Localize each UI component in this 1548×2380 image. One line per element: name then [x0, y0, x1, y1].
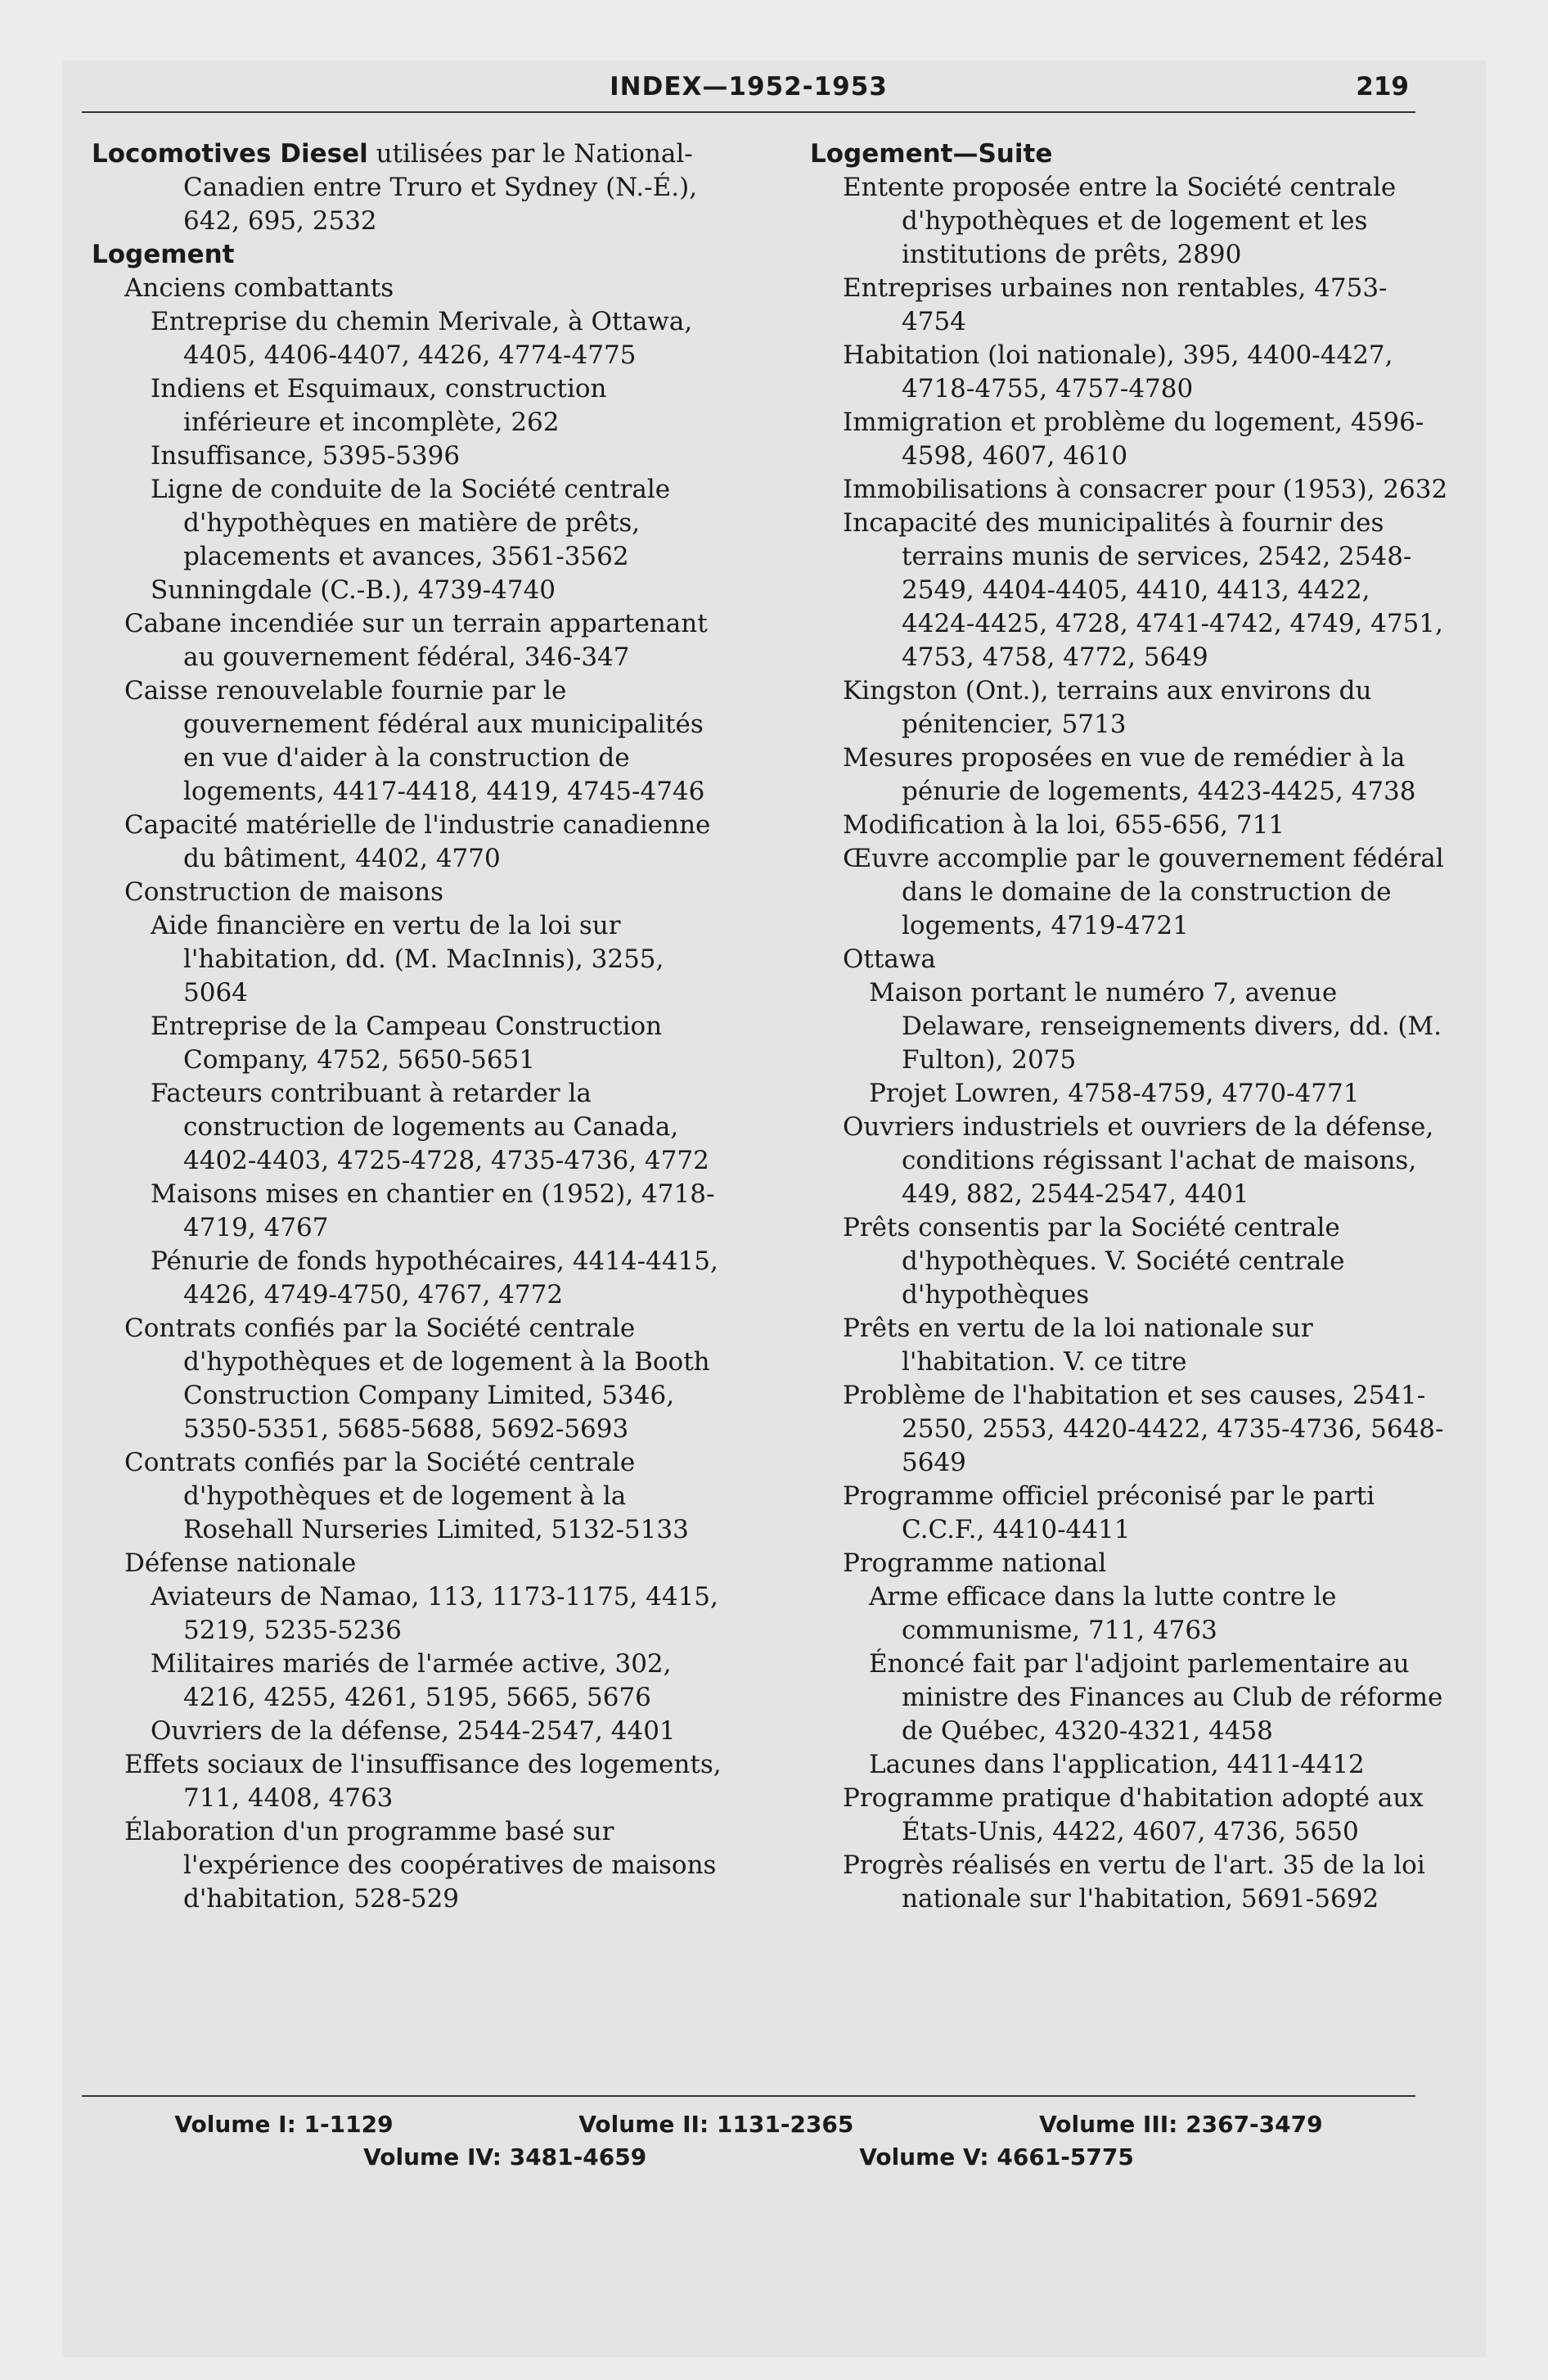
index-entry-text: Pénurie de fonds hypothécaires, 4414-4415, 4426, 4749-4750, 4767, 4772 — [151, 1246, 718, 1309]
index-entry — [92, 876, 730, 909]
index-entry — [92, 809, 730, 876]
index-entry-text: Indiens et Esquimaux, construction inférieure et incomplète, 262 — [151, 374, 607, 437]
index-entry-text: Construction de maisons — [124, 877, 443, 907]
index-entry — [92, 372, 730, 439]
index-heading-rest: utilisées par le National-Canadien entre Truro et Sydney (N.-É.), 642, 695, 2532 — [183, 139, 698, 236]
index-entry-text: Entreprise du chemin Merivale, à Ottawa, 4405, 4406-4407, 4426, 4774-4775 — [151, 307, 693, 370]
volume-2: Volume II: 1131-2365 — [578, 2111, 854, 2138]
index-entry-text: Prêts en vertu de la loi nationale sur l'habitation. V. ce titre — [843, 1314, 1313, 1377]
index-entry-text: Problème de l'habitation et ses causes, 2541-2550, 2553, 4420-4422, 4735-4736, 5648-5649 — [843, 1381, 1444, 1477]
index-entry — [810, 741, 1448, 809]
index-entry-text: Lacunes dans l'application, 4411-4412 — [869, 1750, 1365, 1779]
index-entry-text: Entreprises urbaines non rentables, 4753-4754 — [843, 273, 1388, 336]
index-entry — [810, 1379, 1448, 1480]
index-entry — [92, 1580, 730, 1648]
index-entry — [92, 574, 730, 607]
index-entry-text: Caisse renouvelable fournie par le gouvernement fédéral aux municipalités en vue d'aider à la construction de logements, 4417-4418, 4419, 4745-4746 — [124, 676, 705, 806]
index-entry-text: Kingston (Ont.), terrains aux environs du pénitencier, 5713 — [843, 676, 1372, 739]
index-entry-text: Entreprise de la Campeau Construction Company, 4752, 5650-5651 — [151, 1012, 663, 1075]
index-entry — [810, 1312, 1448, 1379]
index-entry-text: Progrès réalisés en vertu de l'art. 35 de la loi nationale sur l'habitation, 5691-5692 — [843, 1850, 1425, 1913]
index-entry — [810, 1782, 1448, 1849]
page-number: 219 — [1356, 72, 1409, 101]
index-entry — [810, 943, 1448, 976]
index-entry — [810, 406, 1448, 473]
index-entry-text: Anciens combattants — [124, 273, 394, 303]
volume-5: Volume V: 4661-5775 — [859, 2143, 1134, 2170]
index-entry — [810, 507, 1448, 674]
index-heading: Logement — [92, 240, 235, 269]
index-entry-text: Incapacité des municipalités à fournir des terrains munis de services, 2542, 2548-2549, 4404-4405, 4410, 4413, 4422, 4424-4425, 4728, 4741-4742, 4749, 4751, 4753, 4758, 4772, 5649 — [843, 508, 1443, 672]
index-entry — [92, 1748, 730, 1815]
index-entry — [92, 1178, 730, 1245]
index-entry-text: Programme officiel préconisé par le parti C.C.F., 4410-4411 — [843, 1481, 1375, 1544]
right-column — [810, 137, 1448, 1916]
index-entry — [810, 976, 1448, 1077]
index-entry — [810, 1111, 1448, 1211]
index-entry — [810, 272, 1448, 339]
index-entry-text: Contrats confiés par la Société centrale d'hypothèques et de logement à la Rosehall Nurseries Limited, 5132-5133 — [124, 1448, 689, 1544]
index-entry — [92, 1547, 730, 1580]
index-entry-text: Programme national — [843, 1548, 1107, 1578]
index-entry-text: Immobilisations à consacrer pour (1953), 2632 — [843, 475, 1448, 504]
index-entry — [92, 1077, 730, 1178]
index-entry — [810, 1480, 1448, 1547]
volume-3: Volume III: 2367-3479 — [1039, 2111, 1323, 2138]
index-entry-text: Immigration et problème du logement, 4596-4598, 4607, 4610 — [843, 408, 1424, 471]
index-entry-text: Maisons mises en chantier en (1952), 4718-4719, 4767 — [151, 1179, 715, 1242]
index-entry — [92, 1245, 730, 1312]
index-entry-text: Ouvriers de la défense, 2544-2547, 4401 — [151, 1716, 676, 1746]
index-entry — [92, 1312, 730, 1446]
index-title: INDEX—1952-1953 — [610, 72, 888, 101]
index-entry — [92, 674, 730, 809]
index-entry — [810, 1211, 1448, 1312]
index-entry-text: Prêts consentis par la Société centrale d'hypothèques. V. Société centrale d'hypothèques — [843, 1213, 1345, 1309]
index-entry-text: Énoncé fait par l'adjoint parlementaire au ministre des Finances au Club de réforme de Québec, 4320-4321, 4458 — [869, 1649, 1443, 1746]
index-entry-text: Défense nationale — [124, 1548, 357, 1578]
index-entry — [810, 339, 1448, 406]
index-entry-text: Œuvre accomplie par le gouvernement fédéral dans le domaine de la construction de logements, 4719-4721 — [843, 844, 1444, 940]
index-entry — [810, 1547, 1448, 1580]
index-entry-text: Insuffisance, 5395-5396 — [151, 441, 461, 471]
index-entry-text: Facteurs contribuant à retarder la construction de logements au Canada, 4402-4403, 4725-4728, 4735-4736, 4772 — [151, 1079, 709, 1175]
index-entry-text: Effets sociaux de l'insuffisance des logements, 711, 4408, 4763 — [124, 1750, 722, 1813]
index-entry-text: Sunningdale (C.-B.), 4739-4740 — [151, 575, 556, 605]
index-entry — [92, 305, 730, 372]
index-entry — [92, 1446, 730, 1547]
index-entry — [810, 1748, 1448, 1782]
index-entry-text: Élaboration d'un programme basé sur l'expérience des coopératives de maisons d'habitation, 528-529 — [124, 1817, 717, 1913]
page-header — [82, 65, 1415, 113]
index-entry-text: Aide financière en vertu de la loi sur l'habitation, dd. (M. MacInnis), 3255, 5064 — [151, 911, 664, 1007]
index-heading: Logement—Suite — [810, 139, 1053, 169]
index-entry — [810, 809, 1448, 842]
index-entry-text — [810, 137, 1448, 171]
index-entry-text — [92, 238, 730, 272]
index-entry-text: Habitation (loi nationale), 395, 4400-4427, 4718-4755, 4757-4780 — [843, 340, 1393, 403]
index-entry-text: Ligne de conduite de la Société centrale d'hypothèques en matière de prêts, placements et avances, 3561-3562 — [151, 475, 671, 571]
index-entry-text: Ouvriers industriels et ouvriers de la défense, conditions régissant l'achat de maisons, 449, 882, 2544-2547, 4401 — [843, 1112, 1434, 1209]
index-entry-text: Cabane incendiée sur un terrain appartenant au gouvernement fédéral, 346-347 — [124, 609, 708, 672]
index-entry-text: Programme pratique d'habitation adopté aux États-Unis, 4422, 4607, 4736, 5650 — [843, 1783, 1424, 1846]
index-entry-text: Militaires mariés de l'armée active, 302, 4216, 4255, 4261, 5195, 5665, 5676 — [151, 1649, 672, 1712]
index-entry — [810, 171, 1448, 272]
index-entry — [810, 1580, 1448, 1648]
index-entry-text: Entente proposée entre la Société centrale d'hypothèques et de logement et les institutions de prêts, 2890 — [843, 173, 1397, 269]
index-entry-text: Aviateurs de Namao, 113, 1173-1175, 4415, 5219, 5235-5236 — [151, 1582, 718, 1645]
index-entry — [92, 909, 730, 1010]
volume-4: Volume IV: 3481-4659 — [363, 2143, 647, 2170]
index-entry — [92, 1648, 730, 1715]
left-column — [92, 137, 730, 1916]
index-entry — [92, 272, 730, 305]
index-entry-text: Projet Lowren, 4758-4759, 4770-4771 — [869, 1079, 1360, 1108]
volume-1: Volume I: 1-1129 — [174, 2111, 394, 2138]
index-entry-text: Modification à la loi, 655-656, 711 — [843, 810, 1285, 840]
index-entry — [92, 473, 730, 574]
index-entry — [810, 674, 1448, 741]
index-entry-text: Capacité matérielle de l'industrie canadienne du bâtiment, 4402, 4770 — [124, 810, 711, 873]
index-entry — [810, 1849, 1448, 1916]
index-entry-text: Maison portant le numéro 7, avenue Delaware, renseignements divers, dd. (M. Fulton), 2075 — [869, 978, 1442, 1075]
index-heading: Locomotives Diesel — [92, 139, 368, 169]
index-entry — [92, 439, 730, 473]
index-entry — [92, 1715, 730, 1748]
index-entry — [92, 1815, 730, 1916]
index-entry-text: Ottawa — [843, 944, 936, 974]
index-entry-text: Contrats confiés par la Société centrale d'hypothèques et de logement à la Booth Construction Company Limited, 5346, 5350-5351, 5685-5688, 5692-5693 — [124, 1314, 710, 1444]
index-entry — [810, 1077, 1448, 1111]
index-entry-text — [92, 137, 730, 238]
index-entry — [810, 842, 1448, 943]
index-entry — [810, 1648, 1448, 1748]
index-entry — [810, 137, 1448, 171]
volume-footer — [82, 2095, 1415, 2174]
index-entry-text: Mesures proposées en vue de remédier à la pénurie de logements, 4423-4425, 4738 — [843, 743, 1416, 806]
index-entry — [92, 137, 730, 238]
index-entry — [92, 1010, 730, 1077]
index-entry — [92, 238, 730, 272]
index-entry — [92, 607, 730, 674]
index-entry-text: Arme efficace dans la lutte contre le communisme, 711, 4763 — [869, 1582, 1337, 1645]
index-entry — [810, 473, 1448, 507]
